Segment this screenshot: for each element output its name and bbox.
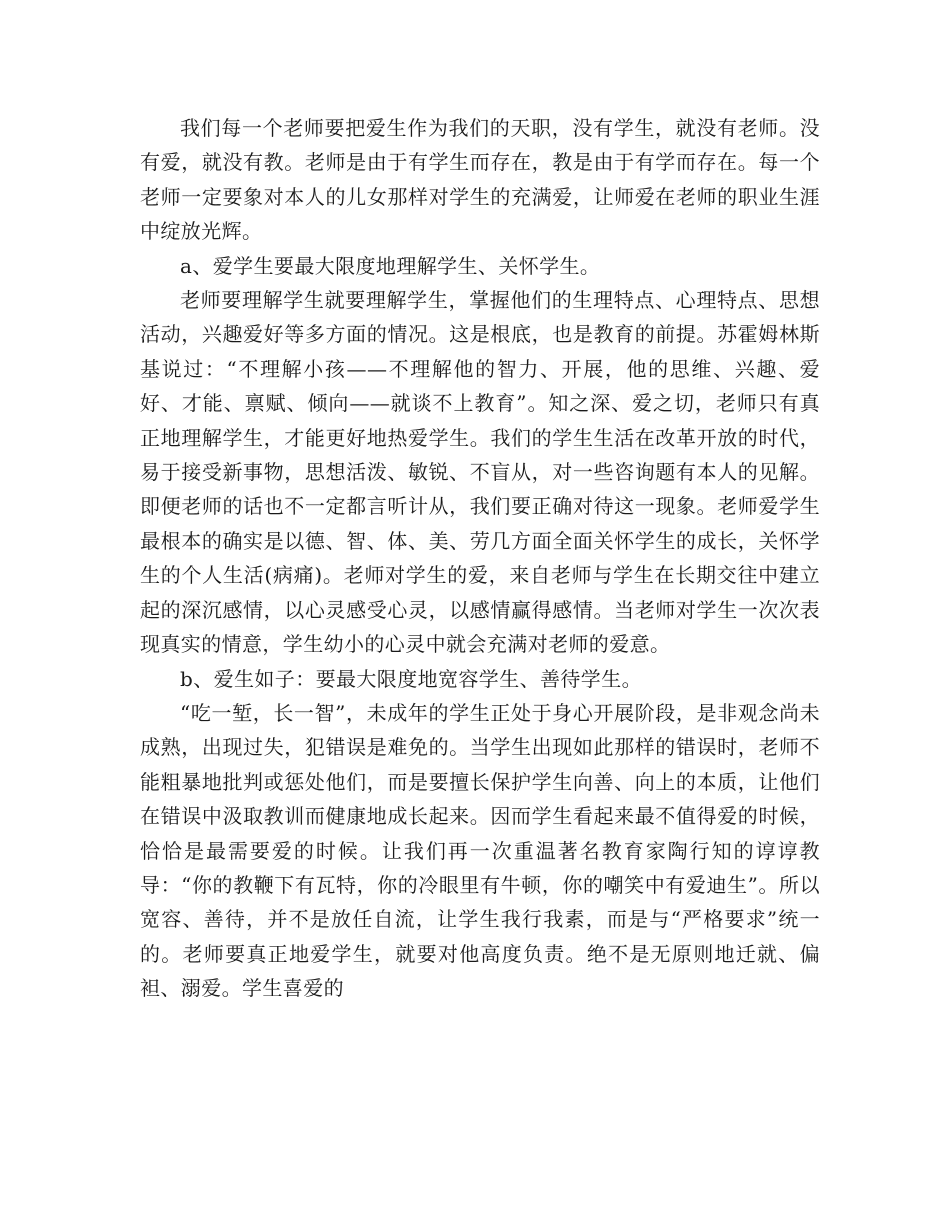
- paragraph-intro: 我们每一个老师要把爱生作为我们的天职，没有学生，就没有老师。没有爱，就没有教。老师是由于有学生而存在，教是由于有学而存在。每一个老师一定要象对本人的儿女那样对学生的充满爱，让师爱在老师的职业生涯中绽放光辉。: [140, 116, 820, 244]
- paragraph-understand: 老师要理解学生就要理解学生，掌握他们的生理特点、心理特点、思想活动，兴趣爱好等多方面的情况。这是根底，也是教育的前提。苏霍姆林斯基说过：“不理解小孩——不理解他的智力、开展，他的思维、兴趣、爱好、才能、禀赋、倾向——就谈不上教育”。知之深、爱之切，老师只有真正地理解学生，才能更好地热爱学生。我们的学生生活在改革开放的时代，易于接受新事物，思想活泼、敏锐、不盲从，对一些咨询题有本人的见解。即便老师的话也不一定都言听计从，我们要正确对待这一现象。老师爱学生最根本的确实是以德、智、体、美、劳几方面全面关怀学生的成长，关怀学生的个人生活(病痛)。老师对学生的爱，来自老师与学生在长期交往中建立起的深沉感情，以心灵感受心灵，以感情赢得感情。当老师对学生一次次表现真实的情意，学生幼小的心灵中就会充满对老师的爱意。: [140, 288, 820, 657]
- heading-a: a、爱学生要最大限度地理解学生、关怀学生。: [180, 253, 601, 278]
- document-body: [140, 111, 820, 1006]
- heading-b: b、爱生如子：要最大限度地宽容学生、善待学生。: [180, 666, 643, 691]
- paragraph-tolerance: “吃一堑，长一智”，未成年的学生正处于身心开展阶段，是非观念尚未成熟，出现过失，犯错误是难免的。当学生出现如此那样的错误时，老师不能粗暴地批判或惩处他们，而是要擅长保护学生向善、向上的本质，让他们在错误中汲取教训而健康地成长起来。因而学生看起来最不值得爱的时候，恰恰是最需要爱的时候。让我们再一次重温著名教育家陶行知的谆谆教导：“你的教鞭下有瓦特，你的冷眼里有牛顿，你的嘲笑中有爱迪生”。所以宽容、善待，并不是放任自流，让学生我行我素，而是与“严格要求”统一的。老师要真正地爱学生，就要对他高度负责。绝不是无原则地迁就、偏袒、溺爱。学生喜爱的: [140, 700, 820, 1001]
